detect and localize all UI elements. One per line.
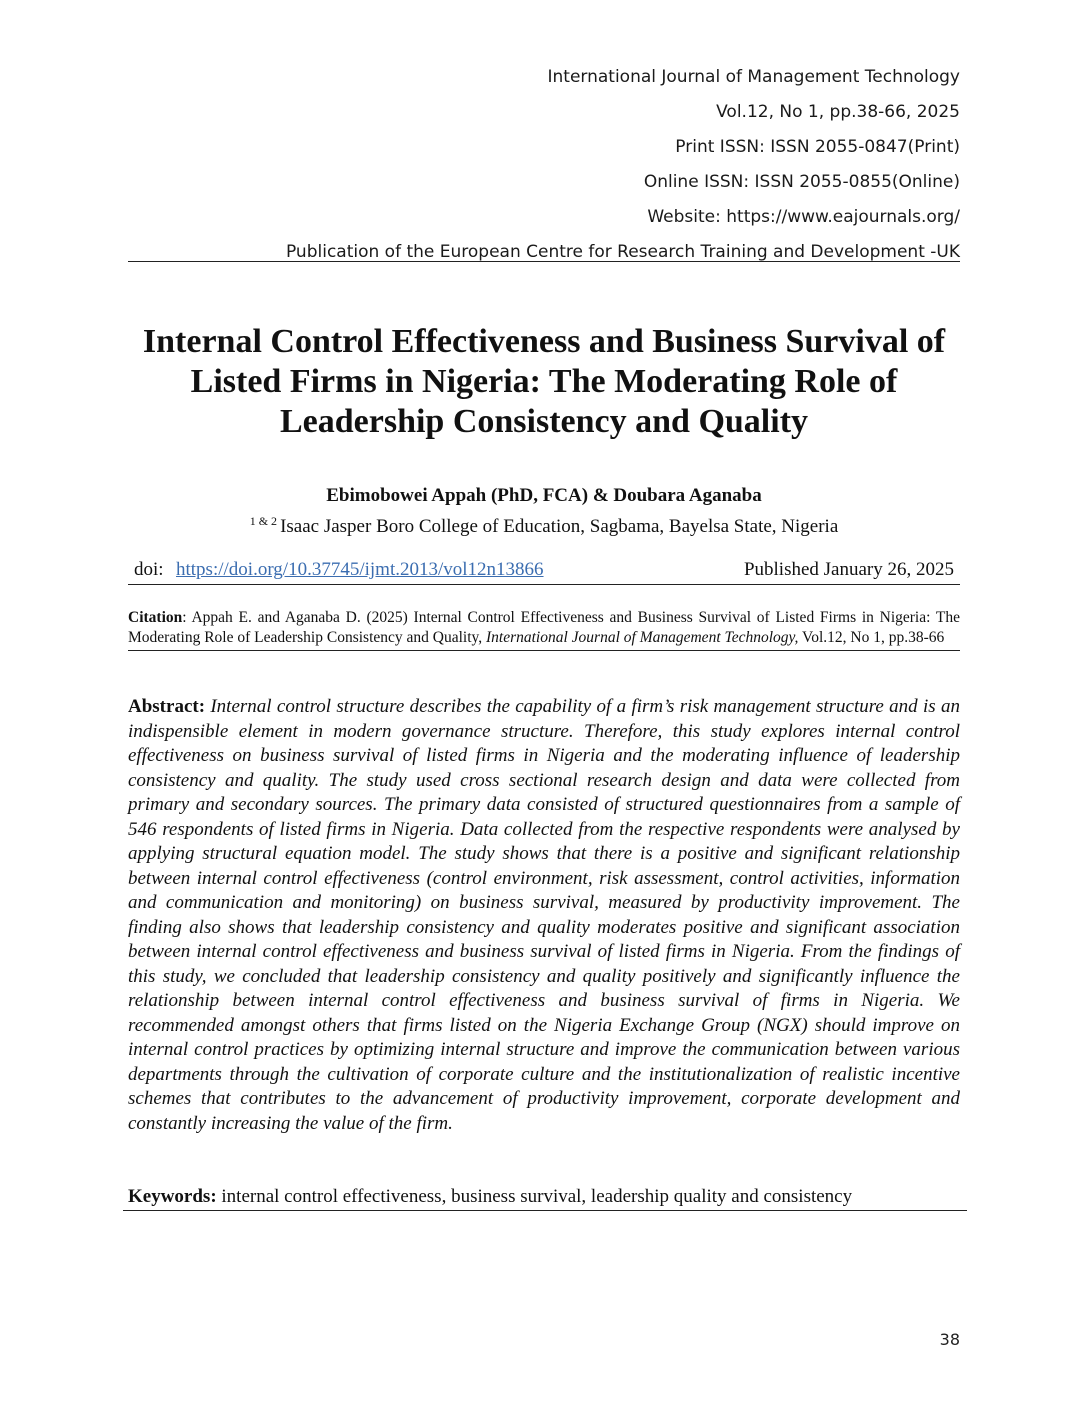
journal-header [120,60,960,270]
keywords-block [123,1185,967,1211]
abstract-block [128,695,960,1136]
online-issn: Online ISSN: ISSN 2055-0855(Online) [643,172,960,192]
citation-label: Citation [128,609,183,626]
paper-authors: Ebimobowei Appah (PhD, FCA) & Doubara Aganaba [326,485,762,506]
keywords-label: Keywords: [128,1186,217,1207]
journal-volume: Vol.12, No 1, pp.38-66, 2025 [716,102,960,122]
publisher-line: Publication of the European Centre for Research Training and Development -UK [285,242,960,262]
citation-text: : Appah E. and Aganaba D. (2025) Internal Control Effectiveness and Business Survival of Listed Firms in Nigeria: The Moderating Role of Leadership Consistency and Quality, [128,609,960,646]
citation-block [128,608,960,651]
journal-website: Website: https://www.eajournals.org/ [647,207,960,227]
citation-journal: International Journal of Management Technology, [486,629,799,646]
paper-title: Internal Control Effectiveness and Business Survival of Listed Firms in Nigeria: The Moderating Role of Leadership Consistency and Quality [142,323,946,440]
published-date: Published January 26, 2025 [743,559,954,580]
doi-row [128,558,960,585]
doi-link[interactable]: https://doi.org/10.37745/ijmt.2013/vol12n13866 [176,559,544,580]
keywords-text: internal control effectiveness, business survival, leadership quality and consistency [221,1186,853,1207]
doi-label: doi: [134,559,164,580]
abstract-text: Internal control structure describes the capability of a firm’s risk management structure and is an indispensible element in modern governance structure. Therefore, this study explores internal control effectiveness on business survival of listed firms in Nigeria and the moderating influence of leadership consistency and quality. The study used cross sectional research design and data were collected from primary and secondary sources. The primary data consisted of structured questionnaires from a sample of 546 respondents of listed firms in Nigeria. Data collected from the respective respondents were analysed by applying structural equation model. The study shows that there is a positive and significant relationship between internal control effectiveness (control environment, risk assessment, control activities, information and communication and monitoring) on business survival, measured by productivity improvement. The finding also shows that leadership consistency and quality moderates positive and significant association between internal control effectiveness and business survival of listed firms in Nigeria. From the findings of this study, we concluded that leadership consistency and quality positively and significantly influence the relationship between internal control effectiveness and business survival of firms in Nigeria. We recommended amongst others that firms listed on the Nigeria Exchange Group (NGX) should improve on internal control practices by optimizing internal structure and improve the communication between various departments through the cultivation of corporate culture and the institutionalization of realistic incentive schemes that contributes to the advancement of productivity improvement, corporate development and constantly increasing the value of the firm. [128,696,960,1134]
journal-name: International Journal of Management Technology [547,67,960,87]
affiliation-marks: 1 & 2 [249,514,278,528]
page-number: 38 [939,1330,960,1349]
header-divider [128,261,960,262]
abstract-label: Abstract: [128,696,206,717]
author-affiliation [128,509,960,539]
print-issn: Print ISSN: ISSN 2055-0847(Print) [675,137,960,157]
citation-volume: Vol.12, No 1, pp.38-66 [798,629,945,646]
affiliation-text: Isaac Jasper Boro College of Education, Sagbama, Bayelsa State, Nigeria [280,516,839,537]
